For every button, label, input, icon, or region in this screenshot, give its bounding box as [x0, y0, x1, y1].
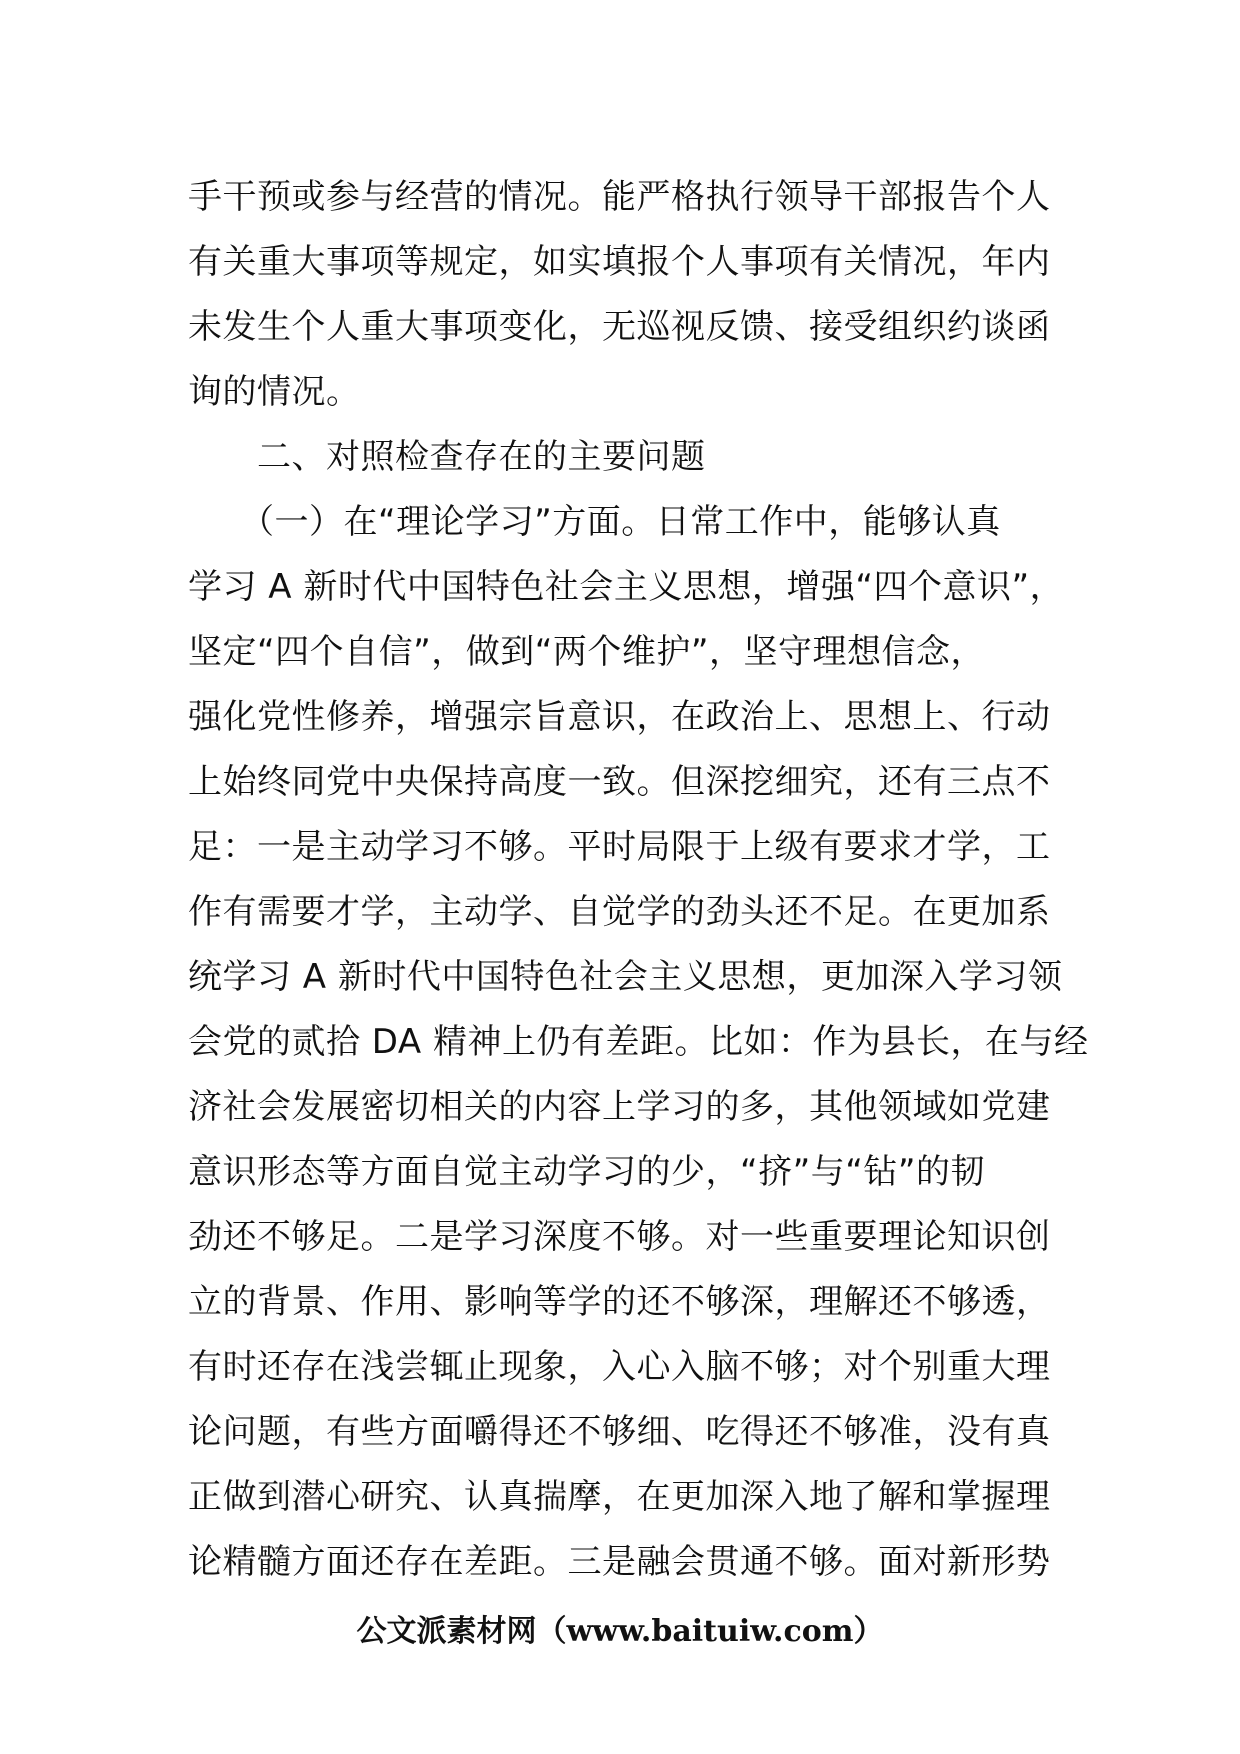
text-line: 论问题，有些方面嚼得还不够细、吃得还不够准，没有真 — [188, 1412, 1051, 1452]
text-line: 作有需要才学，主动学、自觉学的劲头还不足。在更加系 — [188, 892, 1051, 932]
text-line: 意识形态等方面自觉主动学习的少，“挤”与“钻”的韧 — [188, 1152, 985, 1192]
text-line: 统学习 A 新时代中国特色社会主义思想，更加深入学习领 — [188, 957, 1063, 997]
text-line: 有时还存在浅尝辄止现象，入心入脑不够；对个别重大理 — [188, 1347, 1051, 1387]
text-line: 会党的贰拾 DA 精神上仍有差距。比如：作为县长，在与经 — [188, 1022, 1089, 1062]
page-footer: 公文派素材网（www.baituiw.com） — [356, 1614, 884, 1649]
document-body — [188, 165, 1089, 1595]
text-line: 坚定“四个自信”，做到“两个维护”，坚守理想信念， — [188, 632, 985, 672]
text-line: 上始终同党中央保持高度一致。但深挖细究，还有三点不 — [188, 762, 1051, 802]
text-line: 济社会发展密切相关的内容上学习的多，其他领域如党建 — [188, 1087, 1051, 1127]
text-line: 有关重大事项等规定，如实填报个人事项有关情况，年内 — [188, 242, 1051, 282]
text-line: 劲还不够足。二是学习深度不够。对一些重要理论知识创 — [188, 1217, 1051, 1257]
text-line: 询的情况。 — [188, 372, 361, 412]
text-line: 学习 A 新时代中国特色社会主义思想，增强“四个意识”， — [188, 567, 1065, 607]
text-line: 未发生个人重大事项变化，无巡视反馈、接受组织约谈函 — [188, 307, 1051, 347]
text-line: 论精髓方面还存在差距。三是融会贯通不够。面对新形势 — [188, 1542, 1051, 1582]
section-heading: 二、对照检查存在的主要问题 — [188, 437, 706, 477]
text-line: 立的背景、作用、影响等学的还不够深，理解还不够透， — [188, 1282, 1051, 1322]
text-line: 手干预或参与经营的情况。能严格执行领导干部报告个人 — [188, 177, 1051, 217]
text-line: 正做到潜心研究、认真揣摩，在更加深入地了解和掌握理 — [188, 1477, 1051, 1517]
text-line: 足：一是主动学习不够。平时局限于上级有要求才学，工 — [188, 827, 1051, 867]
text-line: （一）在“理论学习”方面。日常工作中，能够认真 — [188, 502, 1001, 542]
text-line: 强化党性修养，增强宗旨意识，在政治上、思想上、行动 — [188, 697, 1051, 737]
